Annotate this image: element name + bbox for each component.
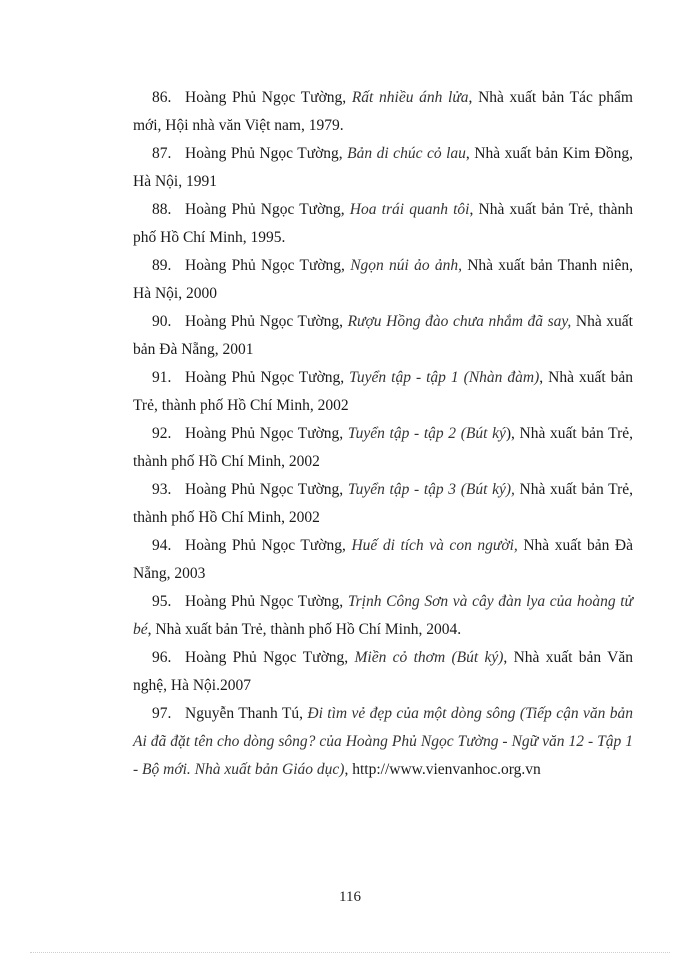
reference-author: Hoàng Phủ Ngọc Tường, [185,145,348,162]
reference-publisher: Nhà xuất bản Trẻ, thành phố Hồ Chí Minh, 2002 [133,481,633,526]
reference-publisher: Nhà xuất bản Thanh niên, Hà Nội, 2000 [133,257,633,302]
reference-title: Tuyển tập - tập 2 (Bút ký [347,425,506,442]
reference-number: 94. [152,537,172,554]
reference-item [133,644,633,700]
reference-title: Miền cỏ thơm (Bút ký) [354,649,504,666]
reference-title: Đi tìm vẻ đẹp của một dòng sông (Tiếp cận văn bản Ai đã đặt tên cho dòng sông? của Hoàng Phủ Ngọc Tường - Ngữ văn 12 - Tập 1 - Bộ mới. Nhà xuất bản Giáo dục) [133,705,633,778]
reference-number: 97. [152,705,172,722]
reference-title: Tuyển tập - tập 1 (Nhàn đàm) [349,369,540,386]
reference-author: Hoàng Phủ Ngọc Tường, [185,201,350,218]
reference-item [133,140,633,196]
reference-number: 91. [152,369,172,386]
reference-title: Rất nhiều ánh lửa [351,89,469,106]
reference-item [133,532,633,588]
reference-author: Hoàng Phủ Ngọc Tường, [185,257,351,274]
reference-author: Hoàng Phủ Ngọc Tường, [185,89,352,106]
reference-number: 89. [152,257,172,274]
reference-number: 90. [152,313,172,330]
reference-number: 86. [152,89,172,106]
reference-author: Hoàng Phủ Ngọc Tường, [185,649,355,666]
reference-title: Bản di chúc cỏ lau [347,145,466,162]
page-bottom-divider [30,952,670,953]
reference-item [133,700,633,784]
reference-item [133,588,633,644]
reference-number: 87. [152,145,172,162]
reference-author: Hoàng Phủ Ngọc Tường, [185,537,352,554]
reference-publisher: , Nhà xuất bản Kim Đồng, Hà Nội, 1991 [133,145,633,190]
reference-author: Hoàng Phủ Ngọc Tường, [185,425,348,442]
reference-item [133,364,633,420]
reference-title: Rượu Hồng đào chưa nhắm đã say, [347,313,572,330]
reference-publisher: , http://www.vienvanhoc.org.vn [344,761,541,778]
reference-title: Ngọn núi ảo ảnh, [350,257,462,274]
reference-title: Huế di tích và con người, [351,537,518,554]
reference-publisher: , Nhà xuất bản Trẻ, thành phố Hồ Chí Minh, 1995. [133,201,633,246]
reference-title: Trịnh Công Sơn và cây đàn lya của hoàng tử bé [133,593,633,638]
reference-author: Hoàng Phủ Ngọc Tường, [185,593,348,610]
reference-author: Hoàng Phủ Ngọc Tường, [185,313,348,330]
reference-item [133,84,633,140]
reference-publisher: Nhà xuất bản Đà Nẵng, 2001 [133,313,633,358]
reference-list [133,84,633,784]
reference-publisher: Nhà xuất bản Đà Nẵng, 2003 [133,537,634,582]
reference-item [133,308,633,364]
reference-author: Nguyễn Thanh Tú, [185,705,308,722]
reference-publisher: ), Nhà xuất bản Trẻ, thành phố Hồ Chí Minh, 2002 [133,425,633,470]
reference-title: Hoa trái quanh tôi [349,201,470,218]
reference-number: 92. [152,425,172,442]
reference-item [133,420,633,476]
reference-publisher: , Nhà xuất bản Trẻ, thành phố Hồ Chí Minh, 2004. [147,621,462,638]
reference-publisher: , Nhà xuất bản Văn nghệ, Hà Nội.2007 [133,649,633,694]
reference-title: Tuyển tập - tập 3 (Bút ký), [347,481,515,498]
reference-item [133,252,633,308]
reference-author: Hoàng Phủ Ngọc Tường, [185,481,348,498]
reference-number: 95. [152,593,172,610]
reference-publisher: , Nhà xuất bản Tác phẩm mới, Hội nhà văn Việt nam, 1979. [133,89,633,134]
reference-item [133,476,633,532]
reference-number: 88. [152,201,172,218]
reference-item [133,196,633,252]
reference-publisher: , Nhà xuất bản Trẻ, thành phố Hồ Chí Minh, 2002 [133,369,634,414]
reference-number: 96. [152,649,172,666]
reference-number: 93. [152,481,172,498]
reference-author: Hoàng Phủ Ngọc Tường, [185,369,350,386]
page-number: 116 [339,889,361,905]
